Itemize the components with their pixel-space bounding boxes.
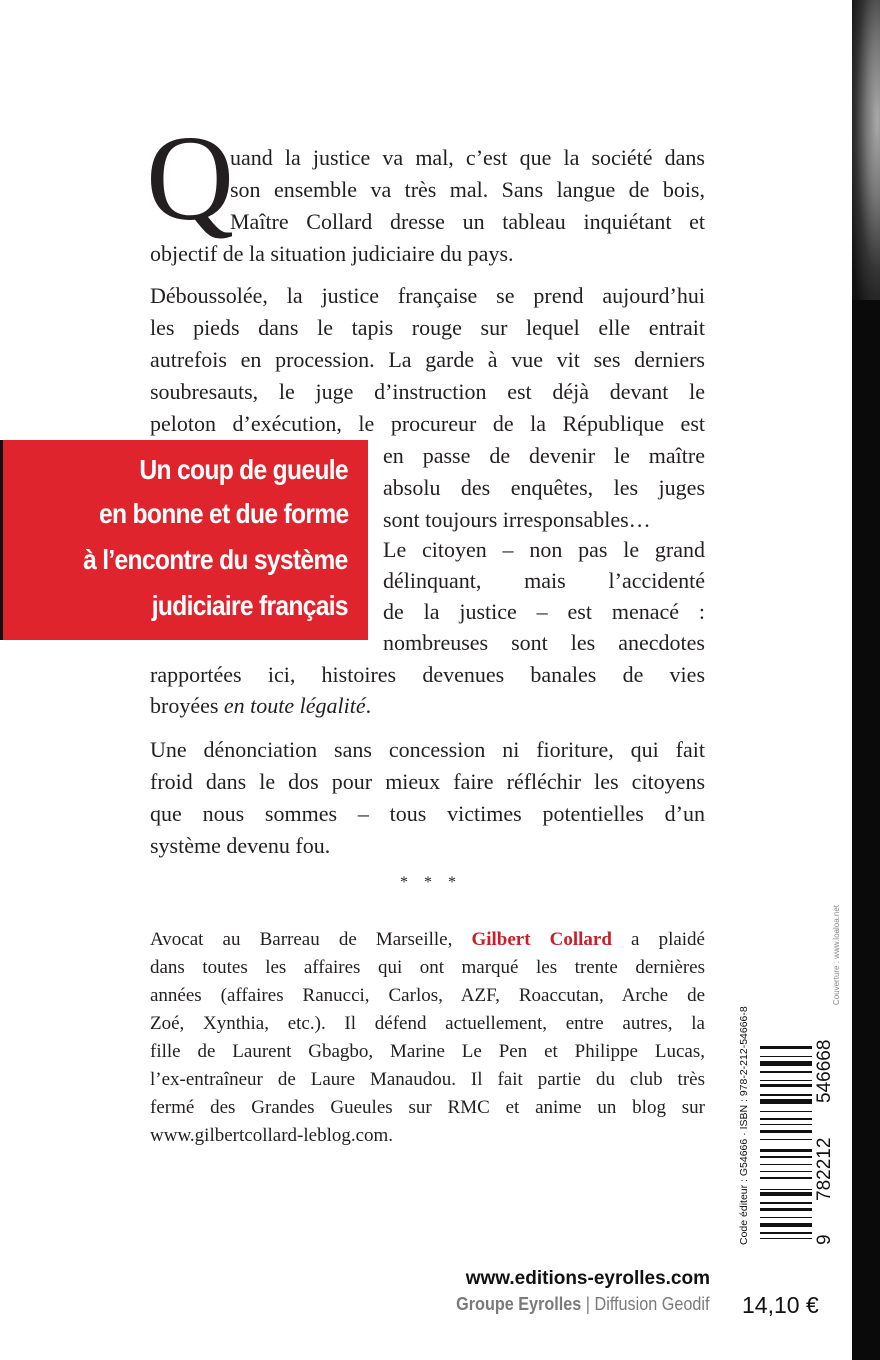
text-line: rapportées ici, histoires devenues banales de vies xyxy=(150,662,705,687)
text-line: soubresauts, le juge d’instruction est déjà devant le xyxy=(150,379,705,404)
barcode-bar xyxy=(760,1099,812,1103)
text-line: années (affaires Ranucci, Carlos, AZF, Roaccutan, Arche de xyxy=(150,985,705,1006)
barcode-bar xyxy=(760,1217,812,1218)
text-line: Maître Collard dresse un tableau inquiétant et xyxy=(230,209,705,234)
text-line: Une dénonciation sans concession ni fioriture, qui fait xyxy=(150,737,705,762)
barcode-bar xyxy=(760,1056,812,1057)
isbn-code: Code éditeur : G54666 · ISBN : 978-2-212-54666-8 xyxy=(738,1006,750,1245)
text-line: sont toujours irresponsables… xyxy=(383,507,651,532)
barcode-bar xyxy=(760,1061,812,1065)
publisher-group: Groupe Eyrolles xyxy=(456,1294,582,1314)
text-line: en passe de devenir le maître xyxy=(383,443,705,468)
text-line: absolu des enquêtes, les juges xyxy=(383,475,705,500)
barcode-bar xyxy=(760,1130,812,1133)
barcode-bar xyxy=(760,1156,812,1158)
barcode-bar xyxy=(760,1046,812,1049)
text-segment: a plaidé xyxy=(611,929,705,950)
drop-cap: Q xyxy=(146,111,235,246)
barcode-bar xyxy=(760,1139,812,1140)
text-line: l’ex-entraîneur de Laure Manaudou. Il fait partie du club très xyxy=(150,1069,705,1090)
italic-text: en toute légalité xyxy=(223,693,366,718)
text-line: système devenu fou. xyxy=(150,833,331,858)
callout-line: judiciaire français xyxy=(151,590,348,621)
callout-box xyxy=(0,440,368,640)
author-photo xyxy=(852,0,880,300)
text-line xyxy=(150,927,705,953)
barcode-bar xyxy=(760,1177,812,1179)
barcode-bar xyxy=(760,1189,812,1190)
price: 14,10 € xyxy=(742,1292,819,1318)
distribution: Diffusion Geodif xyxy=(595,1294,710,1314)
barcode-bar xyxy=(760,1208,812,1211)
separator: * * * xyxy=(400,874,462,891)
barcode-bar xyxy=(760,1118,812,1120)
text-segment: . xyxy=(365,693,372,718)
barcode xyxy=(760,1046,812,1242)
text-line: www.gilbertcollard-leblog.com. xyxy=(150,1125,394,1146)
barcode-digit-group: 9 xyxy=(814,1234,835,1245)
barcode-bar xyxy=(760,1094,812,1096)
barcode-bar xyxy=(760,1171,812,1172)
barcode-bar xyxy=(760,1071,812,1073)
text-line: nombreuses sont les anecdotes xyxy=(383,630,705,655)
publisher-info xyxy=(457,1294,710,1315)
publisher-website[interactable]: www.editions-eyrolles.com xyxy=(465,1268,710,1289)
text-line xyxy=(150,692,371,720)
text-line: les pieds dans le tapis rouge sur lequel elle entrait xyxy=(150,315,705,340)
text-line: Zoé, Xynthia, etc.). Il défend actuellement, entre autres, la xyxy=(150,1013,705,1034)
text-line: objectif de la situation judiciaire du pays. xyxy=(150,241,514,266)
barcode-bar xyxy=(760,1111,812,1112)
barcode-bar xyxy=(760,1238,812,1239)
text-line: fille de Laurent Gbagbo, Marine Le Pen et Philippe Lucas, xyxy=(150,1041,705,1062)
callout-line: Un coup de gueule xyxy=(139,454,348,485)
text-line: froid dans le dos pour mieux faire réfléchir les citoyens xyxy=(150,769,705,794)
text-line: de la justice – est menacé : xyxy=(383,599,705,624)
callout-line: en bonne et due forme xyxy=(98,498,348,529)
text-line: autrefois en procession. La garde à vue vit ses derniers xyxy=(150,347,705,372)
barcode-digit-group: 546668 xyxy=(814,1040,835,1104)
barcode-bar xyxy=(760,1149,812,1152)
barcode-bar xyxy=(760,1202,812,1204)
text-line: Le citoyen – non pas le grand xyxy=(383,537,705,562)
barcode-bar xyxy=(760,1223,812,1227)
barcode-bar xyxy=(760,1084,812,1087)
barcode-bar xyxy=(760,1192,812,1195)
text-line: que nous sommes – tous victimes potentielles d’un xyxy=(150,801,705,826)
text-line: son ensemble va très mal. Sans langue de bois, xyxy=(230,177,705,202)
text-segment: broyées xyxy=(150,693,224,718)
barcode-bar xyxy=(760,1232,812,1234)
text-segment: Avocat au Barreau de Marseille, xyxy=(150,929,472,950)
text-line: délinquant, mais l’accidenté xyxy=(383,568,705,593)
callout-line: à l’encontre du système xyxy=(83,544,348,575)
barcode-bar xyxy=(760,1080,812,1081)
barcode-bar xyxy=(760,1164,812,1165)
barcode-digit-group: 782212 xyxy=(814,1137,835,1201)
barcode-bar xyxy=(760,1124,812,1125)
author-name: Gilbert Collard xyxy=(471,929,612,950)
divider: | xyxy=(586,1294,591,1314)
book-spine xyxy=(852,0,880,1360)
text-line: peloton d’exécution, le procureur de la République est xyxy=(150,411,705,436)
barcode-digits xyxy=(814,1040,836,1245)
text-line: fermé des Grandes Gueules sur RMC et anime un blog sur xyxy=(150,1097,705,1118)
text-line: uand la justice va mal, c’est que la société dans xyxy=(230,145,705,170)
text-line: Déboussolée, la justice française se prend aujourd’hui xyxy=(150,283,705,308)
cover-credit: Couverture : www.loaloa.net xyxy=(832,905,841,1006)
text-line: dans toutes les affaires qui ont marqué les trente dernières xyxy=(150,957,705,978)
